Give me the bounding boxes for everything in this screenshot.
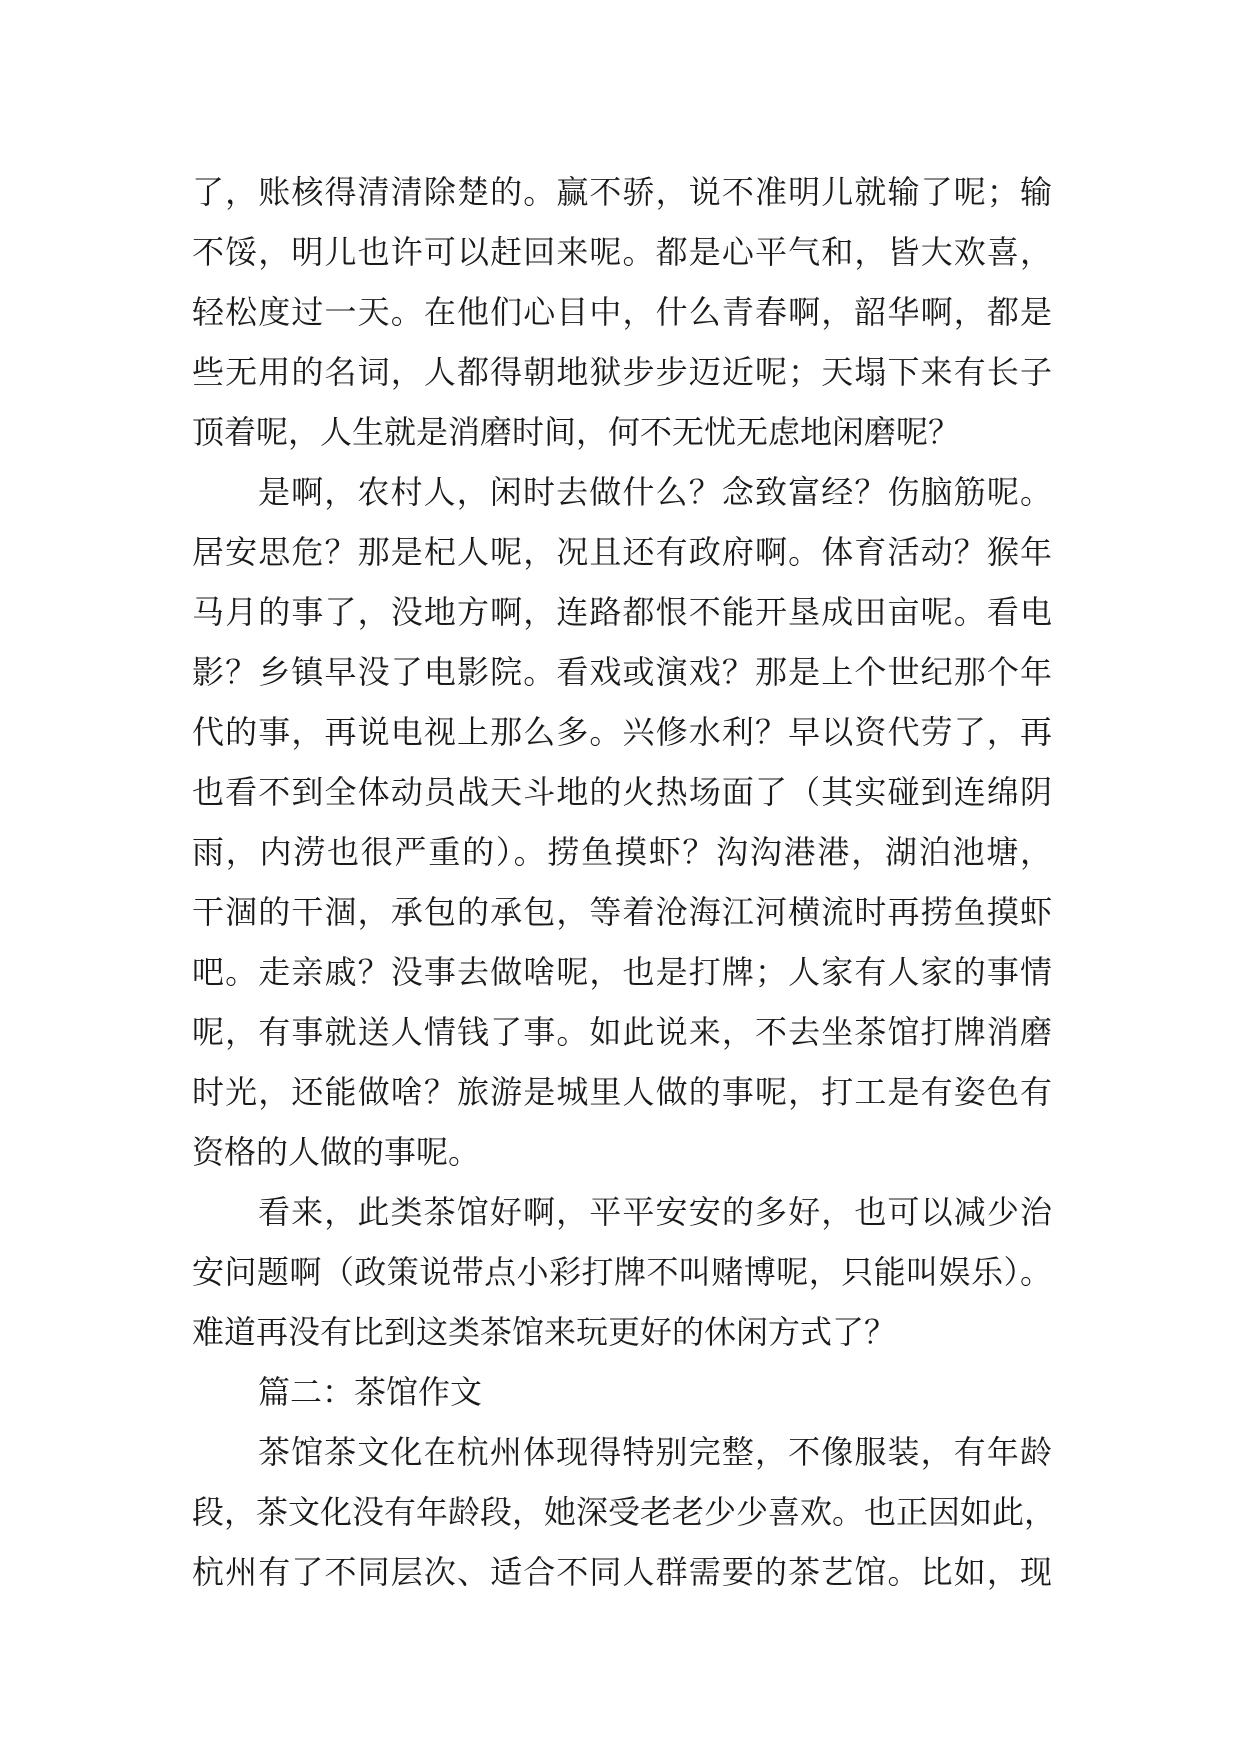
- paragraph-line: 杭州有了不同层次、适合不同人群需要的茶艺馆。比如，现: [192, 1553, 1052, 1591]
- document-page: [192, 162, 1057, 1602]
- paragraph-line: 难道再没有比到这类茶馆来玩更好的休闲方式了？: [192, 1313, 897, 1351]
- section-heading: 篇二：茶馆作文: [258, 1373, 483, 1411]
- paragraph-line: 安问题啊（政策说带点小彩打牌不叫赌博呢，只能叫娱乐）。: [192, 1253, 1052, 1291]
- paragraph-3: [192, 1182, 1052, 1362]
- paragraph-line: 看来，此类茶馆好啊，平平安安的多好，也可以减少治: [258, 1193, 1052, 1231]
- paragraph-4: [192, 1422, 1057, 1602]
- paragraph-line: 呢，有事就送人情钱了事。如此说来，不去坐茶馆打牌消磨: [192, 1013, 1052, 1051]
- paragraph-line: 茶馆茶文化在杭州体现得特别完整，不像服装，有年龄: [258, 1433, 1052, 1471]
- paragraph-line: 轻松度过一天。在他们心目中，什么青春啊，韶华啊，都是: [192, 293, 1052, 331]
- paragraph-line: 代的事，再说电视上那么多。兴修水利？早以资代劳了，再: [192, 713, 1052, 751]
- paragraph-line: 也看不到全体动员战天斗地的火热场面了（其实碰到连绵阴: [192, 773, 1052, 811]
- paragraph-1: [192, 162, 1052, 462]
- paragraph-line: 些无用的名词，人都得朝地狱步步迈近呢；天塌下来有长子: [192, 353, 1052, 391]
- paragraph-line: 资格的人做的事呢。: [192, 1133, 481, 1171]
- paragraph-line: 段，茶文化没有年龄段，她深受老老少少喜欢。也正因如此，: [192, 1493, 1057, 1531]
- paragraph-line: 影？乡镇早没了电影院。看戏或演戏？那是上个世纪那个年: [192, 653, 1052, 691]
- paragraph-line: 不馁，明儿也许可以赶回来呢。都是心平气和，皆大欢喜，: [192, 233, 1052, 271]
- paragraph-2: [192, 462, 1052, 1182]
- paragraph-line: 顶着呢，人生就是消磨时间，何不无忧无虑地闲磨呢？: [192, 413, 961, 451]
- paragraph-line: 居安思危？那是杞人呢，况且还有政府啊。体育活动？猴年: [192, 533, 1052, 571]
- paragraph-line: 了，账核得清清除楚的。赢不骄，说不准明儿就输了呢；输: [192, 173, 1052, 211]
- paragraph-line: 吧。走亲戚？没事去做啥呢，也是打牌；人家有人家的事情: [192, 953, 1052, 991]
- paragraph-line: 干涸的干涸，承包的承包，等着沧海江河横流时再捞鱼摸虾: [192, 893, 1052, 931]
- paragraph-line: 雨，内涝也很严重的）。捞鱼摸虾？沟沟港港，湖泊池塘，: [192, 833, 1052, 871]
- paragraph-line: 是啊，农村人，闲时去做什么？念致富经？伤脑筋呢。: [258, 473, 1052, 511]
- paragraph-line: 时光，还能做啥？旅游是城里人做的事呢，打工是有姿色有: [192, 1073, 1052, 1111]
- paragraph-line: 马月的事了，没地方啊，连路都恨不能开垦成田亩呢。看电: [192, 593, 1052, 631]
